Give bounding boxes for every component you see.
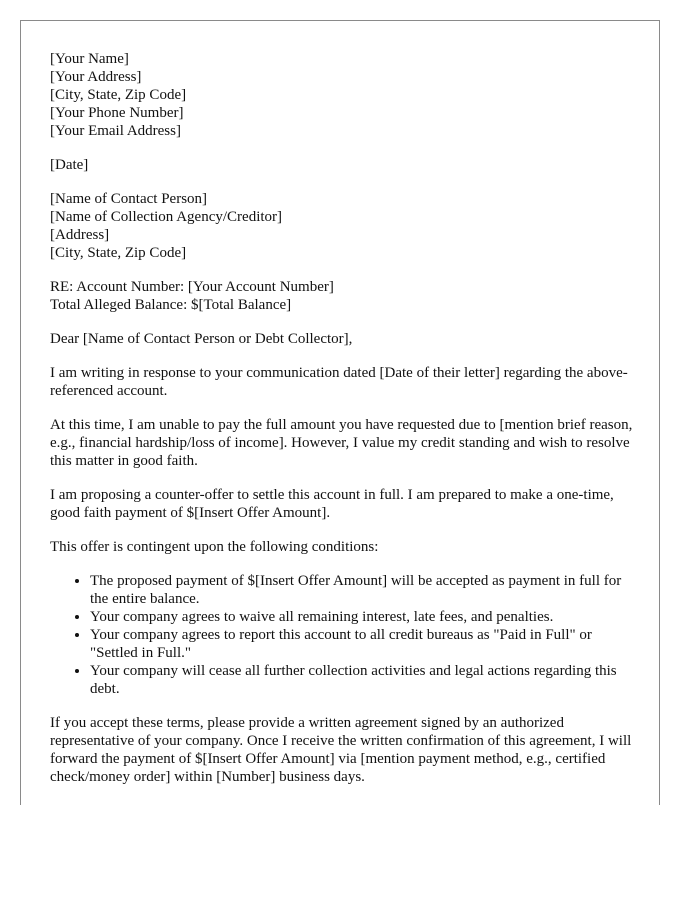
sender-email: [Your Email Address]	[50, 123, 181, 139]
recipient-agency: [Name of Collection Agency/Creditor]	[50, 209, 283, 225]
sender-phone: [Your Phone Number]	[50, 105, 184, 121]
re-account-number: RE: Account Number: [Your Account Number]	[50, 279, 334, 295]
body-paragraph: This offer is contingent upon the following conditions:	[50, 539, 379, 555]
recipient-city-state-zip: [City, State, Zip Code]	[50, 245, 187, 261]
recipient-contact: [Name of Contact Person]	[50, 191, 208, 207]
conditions-list	[50, 572, 640, 698]
recipient-block	[50, 190, 640, 262]
re-total-balance: Total Alleged Balance: $[Total Balance]	[50, 297, 292, 313]
re-block	[50, 278, 640, 314]
body-paragraph: I am proposing a counter-offer to settle this account in full. I am prepared to make a one-time, good faith payment of $[Insert Offer Amount].	[50, 487, 614, 521]
letter-date: [Date]	[50, 157, 89, 173]
letter-content	[50, 50, 640, 802]
sender-name: [Your Name]	[50, 51, 129, 67]
condition-item: • Your company will cease all further collection activities and legal actions regarding this debt.	[90, 662, 640, 698]
closing-paragraph: If you accept these terms, please provide a written agreement signed by an authorized representative of your company. Once I receive the written confirmation of this agreement, I will forward the payment of $[Insert Offer Amount] via [mention payment method, e.g., certified check/money order] within [Number] business days.	[50, 715, 632, 785]
condition-item: • Your company agrees to report this account to all credit bureaus as "Paid in Full" or "Settled in Full."	[90, 626, 640, 662]
condition-item: • Your company agrees to waive all remaining interest, late fees, and penalties.	[90, 608, 640, 626]
recipient-address: [Address]	[50, 227, 110, 243]
salutation: Dear [Name of Contact Person or Debt Collector],	[50, 331, 353, 347]
date-block	[50, 156, 640, 174]
sender-address: [Your Address]	[50, 69, 142, 85]
body-paragraph: I am writing in response to your communication dated [Date of their letter] regarding the above-referenced account.	[50, 365, 628, 399]
body-paragraph: At this time, I am unable to pay the full amount you have requested due to [mention brief reason, e.g., financial hardship/loss of income]. However, I value my credit standing and wish to resolve this matter in good faith.	[50, 417, 633, 469]
sender-city-state-zip: [City, State, Zip Code]	[50, 87, 187, 103]
sender-block	[50, 50, 640, 140]
condition-item: • The proposed payment of $[Insert Offer Amount] will be accepted as payment in full for the entire balance.	[90, 572, 640, 608]
letter-page	[20, 20, 660, 805]
